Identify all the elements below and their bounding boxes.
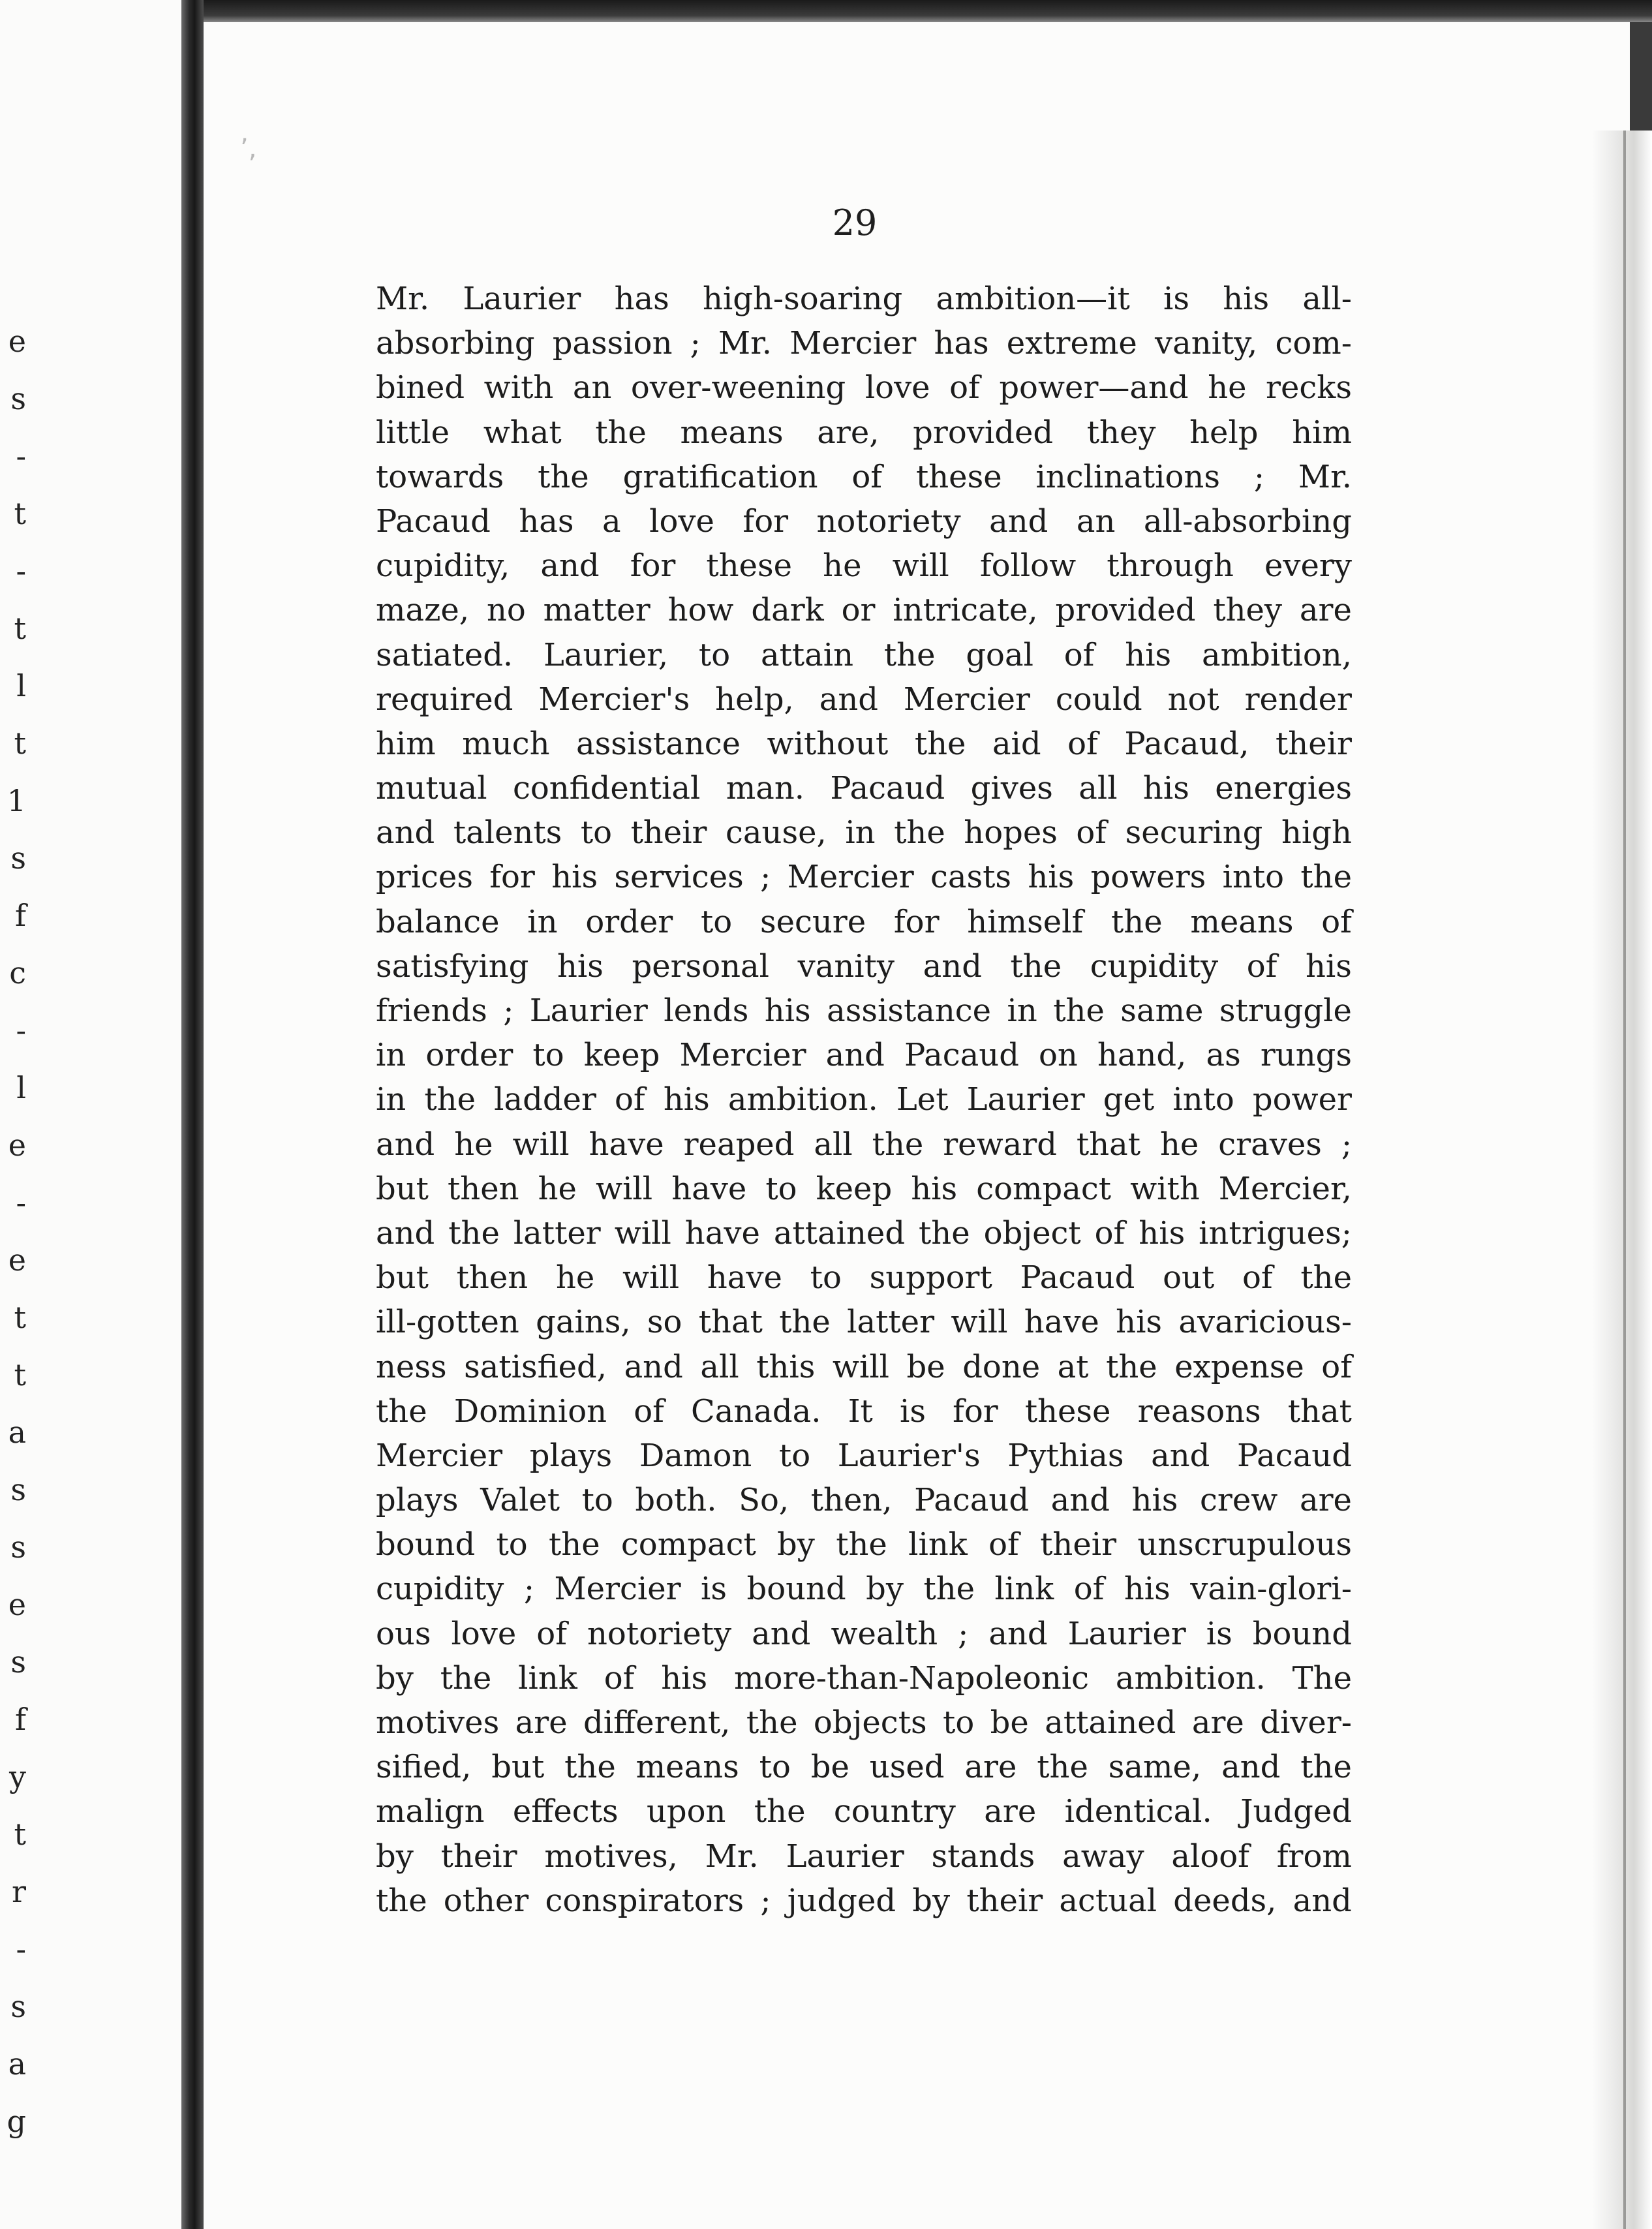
text-line: and he will have reaped all the reward that he craves ; (376, 1126, 1352, 1163)
scan-top-edge (204, 0, 1652, 22)
page-number: 29 (832, 202, 878, 243)
facing-page-fragment: f (14, 1702, 26, 1737)
facing-page-fragment: a (8, 2046, 26, 2082)
text-line: and talents to their cause, in the hopes of securing high (376, 814, 1352, 852)
facing-page-fragment: s (10, 1530, 26, 1565)
text-line: satisfying his personal vanity and the cupidity of his (376, 947, 1352, 985)
facing-page-fragment: e (8, 1242, 26, 1278)
facing-page-fragment: e (8, 1587, 26, 1622)
text-line: ill-gotten gains, so that the latter will have his avaricious- (376, 1304, 1352, 1341)
text-line: malign effects upon the country are identical. Judged (376, 1793, 1352, 1830)
facing-page-fragment: t (14, 1357, 26, 1392)
text-line: balance in order to secure for himself the means of (376, 903, 1352, 940)
facing-page-fragment: f (14, 898, 26, 933)
facing-page-fragment: t (14, 496, 26, 531)
text-line: ous love of notoriety and wealth ; and Laurier is bound (376, 1615, 1352, 1652)
text-line: bined with an over-weening love of power—and he recks (376, 369, 1352, 407)
text-line: ness satisfied, and all this will be done at the expense of (376, 1348, 1352, 1385)
text-line: sified, but the means to be used are the same, and the (376, 1749, 1352, 1786)
facing-page-edge (0, 0, 181, 2229)
page-right-edge (1592, 131, 1652, 2229)
facing-page-fragment: t (14, 1300, 26, 1335)
text-line: cupidity ; Mercier is bound by the link of his vain-glori- (376, 1571, 1352, 1608)
text-line: in order to keep Mercier and Pacaud on hand, as rungs (376, 1037, 1352, 1074)
text-line: towards the gratification of these inclinations ; Mr. (376, 458, 1352, 495)
facing-page-fragment: t (14, 611, 26, 646)
body-text (376, 281, 1352, 1927)
facing-page-fragment: - (16, 438, 26, 474)
facing-page-fragment: g (7, 2104, 26, 2139)
text-line: friends ; Laurier lends his assistance in the same struggle (376, 992, 1352, 1029)
text-line: plays Valet to both. So, then, Pacaud and his crew are (376, 1482, 1352, 1519)
facing-page-fragment: - (16, 1185, 26, 1220)
text-line: cupidity, and for these he will follow through every (376, 547, 1352, 585)
facing-page-fragment: 1 (7, 783, 26, 818)
text-line: bound to the compact by the link of their unscrupulous (376, 1526, 1352, 1563)
text-line: maze, no matter how dark or intricate, provided they are (376, 592, 1352, 629)
text-line: mutual confidential man. Pacaud gives all his energies (376, 770, 1352, 807)
facing-page-fragment: a (8, 1415, 26, 1450)
facing-page-fragment: r (12, 1874, 26, 1909)
facing-page-fragment: l (16, 668, 26, 703)
facing-page-fragment: t (14, 726, 26, 761)
facing-page-fragment: s (10, 381, 26, 416)
text-line: by the link of his more-than-Napoleonic ambition. The (376, 1659, 1352, 1697)
facing-page-fragment: - (16, 1931, 26, 1967)
text-line: absorbing passion ; Mr. Mercier has extreme vanity, com- (376, 325, 1352, 362)
facing-page-fragment: s (10, 1989, 26, 2024)
text-line: but then he will have to keep his compact with Mercier, (376, 1170, 1352, 1207)
text-line: in the ladder of his ambition. Let Laurier get into power (376, 1081, 1352, 1118)
facing-page-fragment: e (8, 1128, 26, 1163)
text-line: Mr. Laurier has high-soaring ambition—it is his all- (376, 281, 1352, 317)
facing-page-fragment: s (10, 1472, 26, 1507)
facing-page-fragment: t (14, 1817, 26, 1852)
facing-page-fragment: y (9, 1759, 26, 1794)
text-line: satiated. Laurier, to attain the goal of his ambition, (376, 636, 1352, 673)
facing-page-fragment: - (16, 1013, 26, 1048)
facing-page-fragment: c (9, 955, 26, 991)
text-line: motives are different, the objects to be attained are diver- (376, 1704, 1352, 1741)
text-line: Mercier plays Damon to Laurier's Pythias and Pacaud (376, 1437, 1352, 1474)
text-line: him much assistance without the aid of Pacaud, their (376, 725, 1352, 762)
text-line: little what the means are, provided they help him (376, 414, 1352, 451)
text-line: required Mercier's help, and Mercier could not render (376, 681, 1352, 718)
facing-page-fragment: - (16, 553, 26, 589)
text-line: the other conspirators ; judged by their actual deeds, and (376, 1882, 1352, 1919)
text-line: prices for his services ; Mercier casts his powers into the (376, 859, 1352, 896)
text-line: the Dominion of Canada. It is for these reasons that (376, 1392, 1352, 1430)
text-line: Pacaud has a love for notoriety and an all-absorbing (376, 502, 1352, 540)
facing-page-fragment: s (10, 840, 26, 876)
facing-page-fragment: s (10, 1644, 26, 1680)
text-line: by their motives, Mr. Laurier stands away aloof from (376, 1837, 1352, 1875)
facing-page-fragment: l (16, 1070, 26, 1105)
text-line: but then he will have to support Pacaud out of the (376, 1259, 1352, 1297)
text-line: and the latter will have attained the object of his intrigues; (376, 1214, 1352, 1252)
book-gutter (181, 0, 204, 2229)
facing-page-fragment: e (8, 324, 26, 359)
scan-smudge: ʼ, (240, 134, 257, 164)
